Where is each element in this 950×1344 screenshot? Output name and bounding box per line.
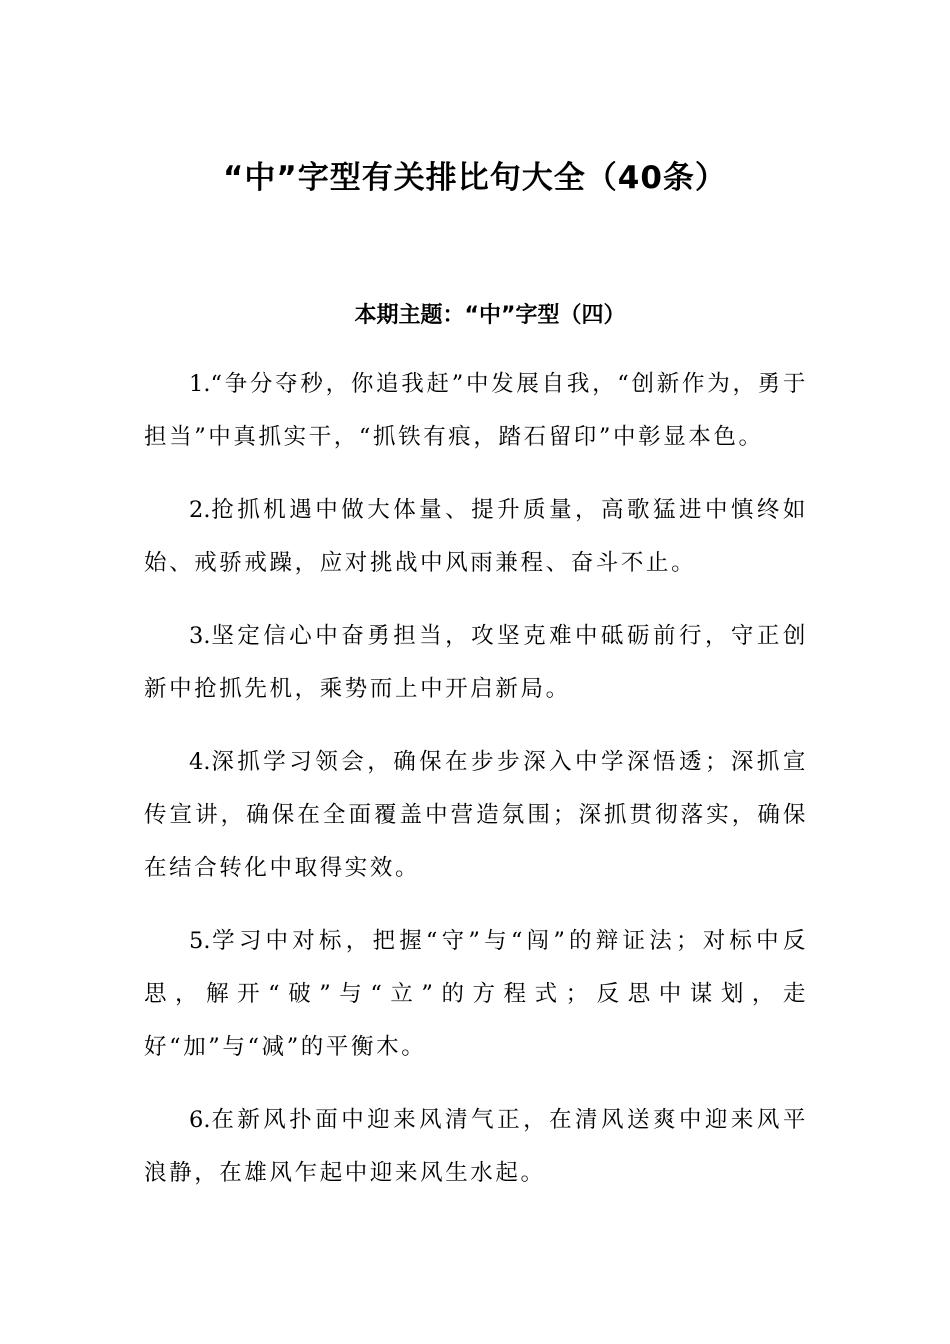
item-text: 抢抓机遇中做大体量、提升质量，高歌猛进中慎终如始、戒骄戒躁，应对挑战中风雨兼程、奋斗不止。 [144, 497, 808, 576]
list-item-2 [144, 484, 808, 590]
item-number: 2. [189, 497, 211, 523]
list-item-5 [144, 915, 808, 1074]
item-number: 3. [189, 623, 211, 649]
list-item-4 [144, 736, 808, 895]
document-body [144, 358, 808, 1220]
item-text: “争分夺秒，你追我赶”中发展自我，“创新作为，勇于担当”中真抓实干，“抓铁有痕，踏石留印”中彰显本色。 [144, 371, 808, 450]
item-number: 5. [189, 928, 211, 954]
document-title: “中”字型有关排比句大全（40条） [223, 160, 727, 196]
issue-subtitle: 本期主题：“中”字型（四） [354, 303, 626, 328]
item-text: 在新风扑面中迎来风清气正，在清风送爽中迎来风平浪静，在雄风乍起中迎来风生水起。 [144, 1107, 808, 1186]
item-text: 坚定信心中奋勇担当，攻坚克难中砥砺前行，守正创新中抢抓先机，乘势而上中开启新局。 [144, 623, 808, 702]
list-item-6 [144, 1094, 808, 1200]
list-item-1 [144, 358, 808, 464]
item-number: 4. [189, 749, 211, 775]
item-number: 6. [189, 1107, 211, 1133]
list-item-3 [144, 610, 808, 716]
item-number: 1. [189, 371, 211, 397]
item-text: 学习中对标，把握“守”与“闯”的辩证法；对标中反思，解开“破”与“立”的方程式；反思中谋划，走好“加”与“减”的平衡木。 [144, 928, 808, 1060]
item-text: 深抓学习领会，确保在步步深入中学深悟透；深抓宣传宣讲，确保在全面覆盖中营造氛围；深抓贯彻落实，确保在结合转化中取得实效。 [144, 749, 808, 881]
